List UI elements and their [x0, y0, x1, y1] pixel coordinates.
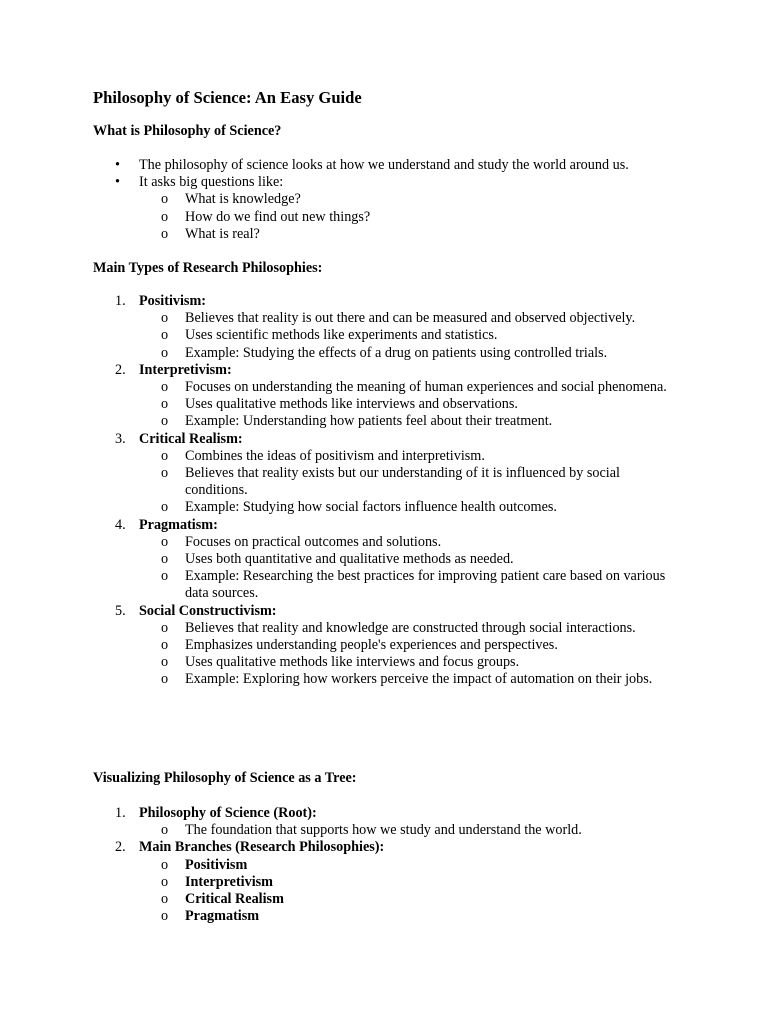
sub-list-item-text: Focuses on practical outcomes and solutions. [185, 533, 442, 550]
sub-marker: o [161, 191, 169, 208]
sub-list-item-text: Example: Understanding how patients feel about their treatment. [185, 413, 553, 430]
philosophy-item-social-constructivism [93, 603, 673, 689]
sub-list-item-text: Combines the ideas of positivism and interpretivism. [185, 447, 485, 464]
item-number: 2. [115, 839, 126, 856]
sub-list [139, 857, 673, 926]
sub-marker: o [161, 568, 169, 585]
sub-marker: o [161, 654, 169, 671]
philosophy-name: Interpretivism: [139, 361, 232, 378]
sub-list-item [139, 465, 673, 499]
section-heading-tree: Visualizing Philosophy of Science as a Tree: [93, 770, 357, 786]
sub-list-item-text: What is real? [185, 225, 260, 242]
sub-list-item [139, 654, 673, 671]
sub-list-item [139, 191, 713, 208]
branch-name: Critical Realism [185, 891, 284, 908]
sub-marker: o [161, 551, 169, 568]
sub-marker: o [161, 499, 169, 516]
sub-list-item [139, 908, 673, 925]
sub-list [139, 822, 673, 839]
sub-list-item-text: Example: Studying the effects of a drug on patients using controlled trials. [185, 344, 608, 361]
list-item-text: It asks big questions like: [139, 174, 284, 191]
sub-list-item [139, 534, 673, 551]
list-item [93, 157, 713, 174]
sub-list [139, 448, 673, 517]
sub-list-item-text: Believes that reality exists but our understanding of it is influenced by social conditions. [185, 465, 620, 499]
page-title: Philosophy of Science: An Easy Guide [93, 88, 362, 107]
sub-list-item [139, 620, 673, 637]
sub-list-item [139, 310, 673, 327]
sub-list-item-text: Uses both quantitative and qualitative methods as needed. [185, 551, 514, 568]
sub-marker: o [161, 447, 169, 464]
sub-marker: o [161, 619, 169, 636]
tree-item-root [93, 805, 673, 839]
item-number: 3. [115, 430, 126, 447]
sub-list-item [139, 209, 713, 226]
item-number: 4. [115, 516, 126, 533]
philosophy-item-interpretivism [93, 362, 673, 431]
sub-list-item-text: Uses qualitative methods like interviews and observations. [185, 396, 518, 413]
sub-list [139, 379, 673, 431]
sub-list-item-text: Example: Researching the best practices for improving patient care based on various data sources. [185, 568, 666, 602]
sub-list-item-text: What is knowledge? [185, 191, 301, 208]
sub-list-item-text: How do we find out new things? [185, 208, 371, 225]
sub-list-item [139, 671, 673, 688]
philosophy-item-critical-realism [93, 431, 673, 517]
sub-marker: o [161, 908, 169, 925]
section-heading-what-is: What is Philosophy of Science? [93, 123, 282, 139]
section-heading-research-philosophies: Main Types of Research Philosophies: [93, 260, 323, 276]
sub-marker: o [161, 344, 169, 361]
tree-item-name: Philosophy of Science (Root): [139, 805, 317, 821]
tree-list [93, 805, 673, 925]
philosophy-name: Positivism: [139, 293, 206, 309]
branch-name: Pragmatism [185, 908, 260, 925]
branch-name: Interpretivism [185, 873, 273, 890]
sub-marker: o [161, 856, 169, 873]
sub-list-item [139, 551, 673, 568]
tree-item-branches [93, 839, 673, 925]
sub-list-item-text: The foundation that supports how we study and understand the world. [185, 822, 582, 839]
sub-list-item-text: Focuses on understanding the meaning of human experiences and social phenomena. [185, 379, 667, 396]
sub-list [139, 310, 673, 362]
philosophy-name: Social Constructivism: [139, 602, 277, 619]
philosophy-name: Pragmatism: [139, 516, 218, 533]
item-number: 5. [115, 602, 126, 619]
sub-list-item [139, 413, 673, 430]
sub-list-item [139, 396, 673, 413]
bullet-marker: • [115, 174, 120, 191]
philosophy-name: Critical Realism: [139, 430, 243, 447]
bullet-marker: • [115, 157, 120, 173]
list-item-text: The philosophy of science looks at how we understand and study the world around us. [139, 157, 629, 173]
sub-list-item-text: Example: Exploring how workers perceive the impact of automation on their jobs. [185, 671, 653, 688]
sub-marker: o [161, 310, 169, 327]
sub-list-item-text: Emphasizes understanding people's experiences and perspectives. [185, 637, 558, 654]
list-item [93, 174, 713, 243]
item-number: 1. [115, 293, 126, 309]
sub-list-item [139, 891, 673, 908]
sub-list-item-text: Uses scientific methods like experiments and statistics. [185, 327, 498, 344]
sub-list-item [139, 448, 673, 465]
sub-list-item-text: Uses qualitative methods like interviews and focus groups. [185, 654, 520, 671]
sub-marker: o [161, 465, 169, 482]
sub-marker: o [161, 671, 169, 688]
sub-list-item [139, 345, 673, 362]
sub-marker: o [161, 873, 169, 890]
research-philosophies-list [93, 293, 673, 689]
sub-list-item-text: Believes that reality is out there and can be measured and observed objectively. [185, 310, 636, 327]
sub-list-item [139, 568, 673, 602]
sub-list-item [139, 499, 673, 516]
sub-marker: o [161, 533, 169, 550]
item-number: 2. [115, 361, 126, 378]
sub-list-item [139, 226, 713, 243]
philosophy-item-positivism [93, 293, 673, 362]
sub-list-item [139, 327, 673, 344]
sub-marker: o [161, 413, 169, 430]
sub-list-item [139, 857, 673, 874]
branch-name: Positivism [185, 856, 248, 873]
item-number: 1. [115, 805, 126, 821]
sub-marker: o [161, 637, 169, 654]
sub-marker: o [161, 225, 169, 242]
tree-item-name: Main Branches (Research Philosophies): [139, 839, 385, 856]
sub-list-item [139, 874, 673, 891]
sub-marker: o [161, 822, 169, 839]
philosophy-item-pragmatism [93, 517, 673, 603]
sub-list-item-text: Believes that reality and knowledge are constructed through social interactions. [185, 619, 636, 636]
sub-marker: o [161, 208, 169, 225]
sub-list [139, 534, 673, 603]
sub-list-item [139, 379, 673, 396]
sub-marker: o [161, 379, 169, 396]
sub-list [139, 191, 713, 243]
sub-marker: o [161, 396, 169, 413]
sub-list-item [139, 637, 673, 654]
sub-marker: o [161, 891, 169, 908]
sub-list-item [139, 822, 673, 839]
intro-bullet-list [93, 157, 713, 243]
sub-list-item-text: Example: Studying how social factors influence health outcomes. [185, 499, 557, 516]
sub-marker: o [161, 327, 169, 344]
sub-list [139, 620, 673, 689]
